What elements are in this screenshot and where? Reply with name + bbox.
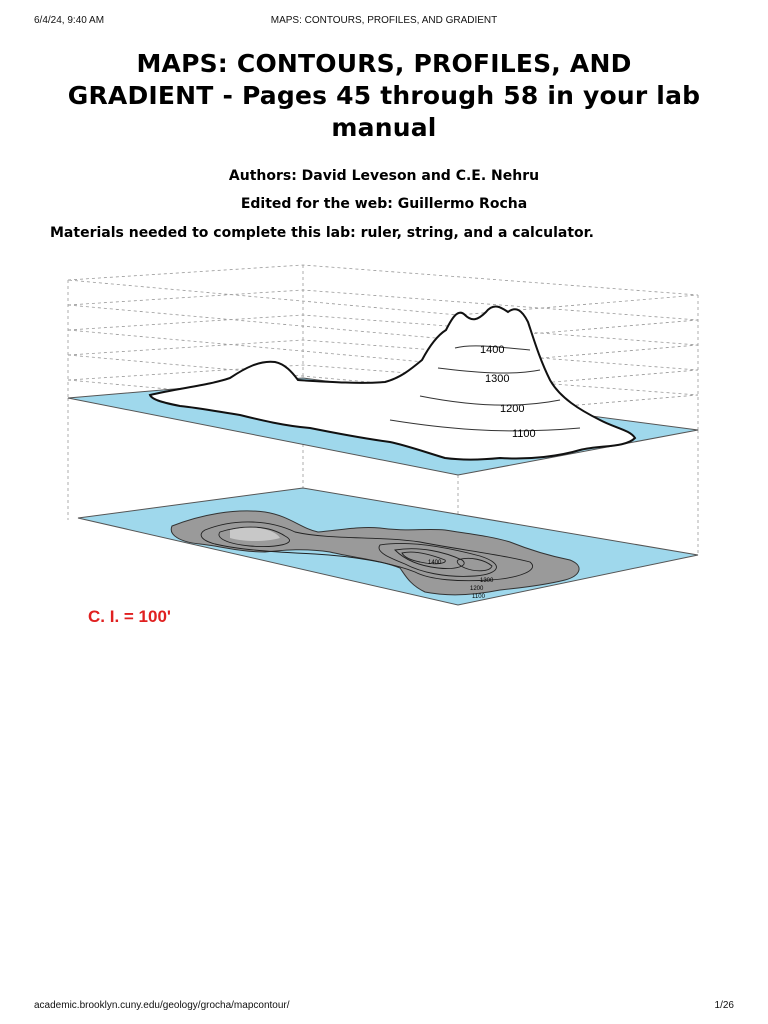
map-label-1200: 1200 xyxy=(470,586,484,592)
contour-interval-label: C. I. = 100' xyxy=(88,607,171,626)
profile-label-1400: 1400 xyxy=(480,344,505,356)
print-footer xyxy=(0,1000,768,1014)
authors-line: Authors: David Leveson and C.E. Nehru xyxy=(228,168,540,184)
map-label-1400: 1400 xyxy=(428,560,442,566)
profile-label-1300: 1300 xyxy=(485,373,510,385)
profile-label-1200: 1200 xyxy=(500,403,525,415)
print-title: MAPS: CONTOURS, PROFILES, AND GRADIENT xyxy=(270,15,498,26)
print-datetime: 6/4/24, 9:40 AM xyxy=(34,15,105,26)
page-title: MAPS: CONTOURS, PROFILES, AND GRADIENT - Pages 45 through 58 in your lab manual xyxy=(67,49,701,142)
footer-url: academic.brooklyn.cuny.edu/geology/grocha/mapcontour/ xyxy=(34,1000,290,1011)
editor-line: Edited for the web: Guillermo Rocha xyxy=(240,196,528,212)
materials-line: Materials needed to complete this lab: ruler, string, and a calculator. xyxy=(50,225,594,241)
profile-label-1100: 1100 xyxy=(512,428,536,440)
map-label-1300: 1300 xyxy=(480,578,494,584)
contour-illustration xyxy=(60,260,710,660)
footer-page-number: 1/26 xyxy=(714,1000,734,1011)
contour-figure xyxy=(60,260,710,660)
print-header xyxy=(0,15,768,29)
map-label-1100: 1100 xyxy=(472,594,485,600)
landmass-3d xyxy=(150,307,635,460)
